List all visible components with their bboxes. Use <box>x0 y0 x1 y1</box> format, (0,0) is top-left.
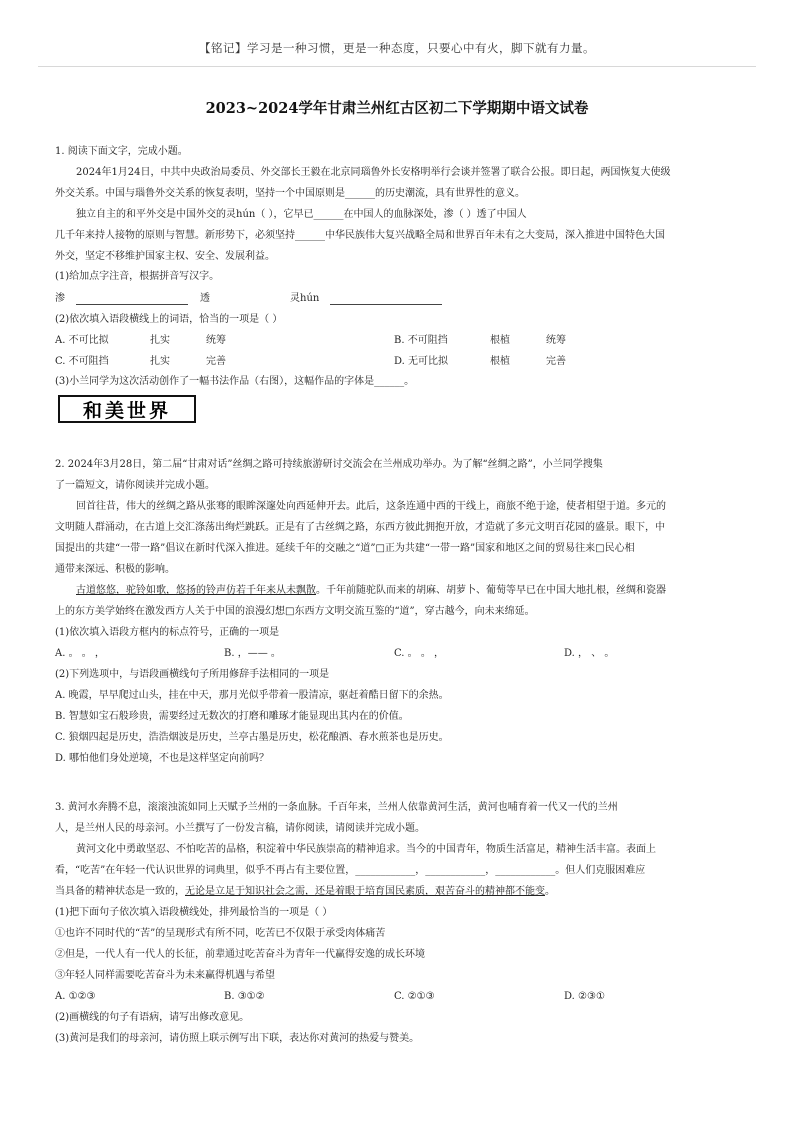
q2-intro-line: 了一篇短文，请你阅读并完成小题。 <box>55 480 215 491</box>
q3-sub3: (3)黄河是我们的母亲河，请仿照上联示例写出下联，表达你对黄河的热爱与赞美。 <box>55 1033 420 1044</box>
q1-passage-line: 外交，坚定不移维护国家主权、安全、发展利益。 <box>55 251 275 262</box>
q1-option-a-word1[interactable]: A. 不可比拟 <box>55 335 109 346</box>
page-title: 2023~2024学年甘肃兰州红古区初二下学期期中语文试卷 <box>205 100 589 117</box>
q3-line5-prefix: 当具备的精神状态是一致的， <box>55 886 185 897</box>
q2-punct-option-b[interactable]: B. ，—— 。 <box>224 648 281 659</box>
q1-sub3: (3)小兰同学为这次活动创作了一幅书法作品（右图），这幅作品的字体是______。 <box>55 376 415 387</box>
q1-option-a-word3: 统筹 <box>206 335 226 346</box>
q2-passage-line: 通带来深远、积极的影响。 <box>55 564 175 575</box>
q1-option-b-word3: 统筹 <box>546 335 566 346</box>
q1-passage-line: 2024年1月24日，中共中央政治局委员、外交部长王毅在北京同瑙鲁外长安格明举行会谈并签署了联合公报。即日起，两国恢复大使级 <box>76 167 671 178</box>
q2-heading: 2. 2024年3月28日，第二届“甘肃对话”丝绸之路可持续旅游研讨交流会在兰州成功举办。为了解“丝绸之路”，小兰同学搜集 <box>55 459 603 470</box>
q2-passage-line-underlined <box>76 584 766 598</box>
header-divider <box>38 66 756 67</box>
q3-line5-suffix: 。 <box>545 886 555 897</box>
q3-sentence-1: ①也许不同时代的“苦”的呈现形式有所不同，吃苦已不仅限于承受肉体痛苦 <box>55 928 386 939</box>
q3-sub2: (2)画横线的句子有语病，请写出修改意见。 <box>55 1012 250 1023</box>
q3-order-option-c[interactable]: C. ②①③ <box>394 991 435 1002</box>
q3-passage-line: 黄河文化中勇敢坚忍、不怕吃苦的品格，积淀着中华民族崇高的精神追求。当今的中国青年，物质生活富足，精神生活丰富。表面上 <box>76 844 656 855</box>
q1-option-a-word2: 扎实 <box>150 335 170 346</box>
q3-passage-line-underlined <box>55 885 745 899</box>
q3-intro-line: 人，是兰州人民的母亲河。小兰撰写了一份发言稿，请你阅读，请阅读并完成小题。 <box>55 823 425 834</box>
q2-rhetoric-option-c[interactable]: C. 狼烟四起是历史，浩浩烟波是历史，兰亭古墨是历史，松花酿酒、春水煎茶也是历史。 <box>55 732 449 743</box>
q1-passage-line: 几千年来持人接物的原则与智慧。新形势下，必须坚持______中华民族伟大复兴战略全局和世界百年未有之大变局，深入推进中国特色大国 <box>55 230 665 241</box>
q1-option-c-word1[interactable]: C. 不可阻挡 <box>55 356 109 367</box>
q1-field-b-label: 灵hún <box>290 293 320 304</box>
q2-rhetoric-option-a[interactable]: A. 晚霞，早早爬过山头，挂在中天，那月光似乎带着一股清凉，驱赶着酷日留下的余热。 <box>55 690 449 701</box>
q2-sub2: (2)下列选项中，与语段画横线句子所用修辞手法相同的一项是 <box>55 669 330 680</box>
q1-field-a-suffix: 透 <box>200 293 210 304</box>
q3-sub1: (1)把下面句子依次填入语段横线处，排列最恰当的一项是（ ） <box>55 907 333 918</box>
q2-passage-line: 上的东方美学始终在激发西方人关于中国的浪漫幻想□东西方文明交流互鉴的“道”，穿古越今，向未来绵延。 <box>55 606 535 617</box>
q3-order-option-a[interactable]: A. ①②③ <box>55 991 96 1002</box>
q2-passage-continuation: 。千年前随驼队而来的胡麻、胡萝卜、葡萄等早已在中国大地扎根，丝绸和瓷器 <box>316 585 666 596</box>
q1-passage-line: 外交关系。中国与瑙鲁外交关系的恢复表明，坚持一个中国原则是______的历史潮流，具有世界性的意义。 <box>55 188 525 199</box>
q2-punct-option-d[interactable]: D. ， 、 。 <box>564 648 615 659</box>
q1-option-d-word1[interactable]: D. 无可比拟 <box>394 356 449 367</box>
q1-answer-field-a[interactable] <box>76 292 188 305</box>
q2-passage-line: 文明随人群涌动，在古道上交汇涤荡出绚烂跳跃。正是有了古丝绸之路，东西方彼此拥抱开放，才造就了多元文明百花园的盛景。眼下，中 <box>55 522 665 533</box>
q2-passage-line: 回首往昔，伟大的丝绸之路从张骞的眼眸深邃处向西延伸开去。此后，这条连通中西的干线上，商旅不绝于途，使者相望于道。多元的 <box>76 501 666 512</box>
motto-banner: 【铭记】学习是一种习惯，更是一种态度，只要心中有火，脚下就有力量。 <box>199 41 595 55</box>
q1-heading: 1. 阅读下面文字，完成小题。 <box>55 146 188 157</box>
q3-passage-line: 看，“吃苦”在年轻一代认识世界的词典里，似乎不再占有主要位置，____________，____________，____________。但人们克服困难应 <box>55 865 646 876</box>
q3-sentence-3: ③年轻人同样需要吃苦奋斗为未来赢得机遇与希望 <box>55 970 275 981</box>
q3-heading: 3. 黄河水奔腾不息，滚滚浊流如同上天赋予兰州的一条血脉。千百年来，兰州人依靠黄河生活，黄河也哺育着一代又一代的兰州 <box>55 802 618 813</box>
q1-option-d-word2: 根植 <box>490 356 510 367</box>
q1-option-d-word3: 完善 <box>546 356 566 367</box>
q2-punct-option-c[interactable]: C. 。 。 ， <box>394 648 445 659</box>
q1-field-a-label: 渗 <box>55 293 65 304</box>
q3-underlined-sentence: 无论是立足于知识社会之需，还是着眼于培育国民素质，艰苦奋斗的精神都不能变 <box>185 886 545 897</box>
q2-rhetoric-option-d[interactable]: D. 哪怕他们身处逆境，不也是这样坚定向前吗？ <box>55 753 270 764</box>
q2-passage-line: 国提出的共建“一带一路”倡议在新时代深入推进。延续千年的交融之“道”□正为共建“一带一路”国家和地区之间的贸易往来□民心相 <box>55 543 635 554</box>
q1-option-c-word3: 完善 <box>206 356 226 367</box>
q2-underlined-sentence: 古道悠悠，驼铃如歌，悠扬的铃声仿若千年来从未飘散 <box>76 585 316 596</box>
q1-sub1: (1)给加点字注音，根据拼音写汉字。 <box>55 271 220 282</box>
q2-rhetoric-option-b[interactable]: B. 智慧如宝石般珍贵，需要经过无数次的打磨和雕琢才能显现出其内在的价值。 <box>55 711 409 722</box>
q3-order-option-d[interactable]: D. ②③① <box>564 991 605 1002</box>
q1-answer-field-b[interactable] <box>330 292 442 305</box>
q1-option-b-word1[interactable]: B. 不可阻挡 <box>394 335 448 346</box>
q1-passage-line: 独立自主的和平外交是中国外交的灵hún（ ），它早已______在中国人的血脉深处，渗（ ）透了中国人 <box>76 209 527 220</box>
q1-option-b-word2: 根植 <box>490 335 510 346</box>
q1-sub2: (2)依次填入语段横线上的词语，恰当的一项是（ ） <box>55 314 283 325</box>
q2-sub1: (1)依次填入语段方框内的标点符号，正确的一项是 <box>55 627 280 638</box>
q3-order-option-b[interactable]: B. ③①② <box>224 991 265 1002</box>
calligraphy-image: 和美世界 <box>58 395 196 423</box>
q1-option-c-word2: 扎实 <box>150 356 170 367</box>
q3-sentence-2: ②但是，一代人有一代人的长征，前辈通过吃苦奋斗为青年一代赢得安逸的成长环境 <box>55 949 425 960</box>
q2-punct-option-a[interactable]: A. 。 。 ， <box>55 648 105 659</box>
